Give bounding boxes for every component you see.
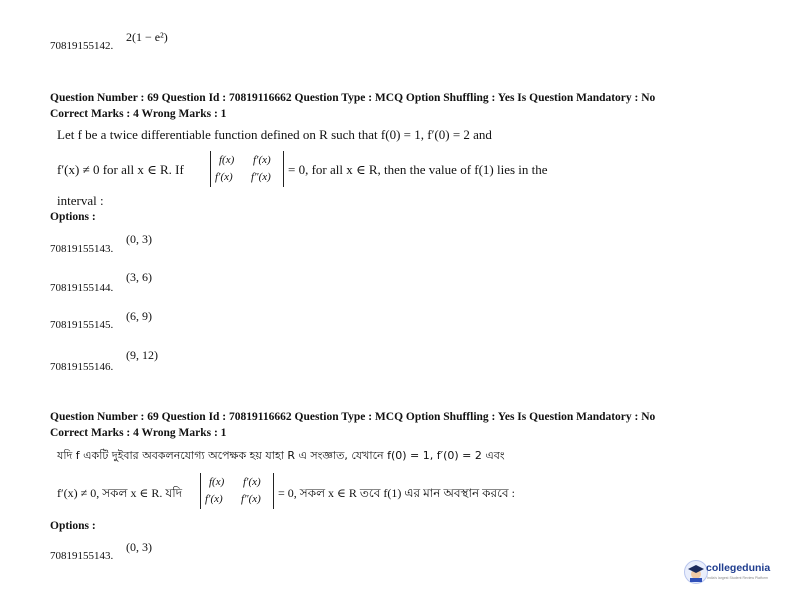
det-cell: f″(x) xyxy=(241,493,261,505)
determinant xyxy=(210,151,284,187)
det-cell: f″(x) xyxy=(251,171,271,183)
det-cell: f′(x) xyxy=(253,154,271,166)
option-id: 70819155144. xyxy=(50,282,114,294)
det-cell: f′(x) xyxy=(215,171,233,183)
det-cell: f(x) xyxy=(209,476,225,488)
options-label: Options : xyxy=(50,211,96,223)
question-header: Question Number : 69 Question Id : 70819116662 Question Type : MCQ Option Shuffling : Yes Is Question Mandatory : No xyxy=(50,411,656,423)
option-value: (0, 3) xyxy=(126,232,152,246)
option-value: (6, 9) xyxy=(126,309,152,323)
options-label: Options : xyxy=(50,520,96,532)
question-text-line2b: = 0, for all x ∈ R, then the value of f(1) lies in the xyxy=(288,162,548,177)
collegedunia-logo xyxy=(684,558,780,588)
question-text-line2a: f′(x) ≠ 0, সকল x ∈ R. যদি xyxy=(57,486,183,500)
option-id: 70819155143. xyxy=(50,243,114,255)
option-value: (0, 3) xyxy=(126,540,152,554)
option-id: 70819155145. xyxy=(50,319,114,331)
option-value: 2(1 − e²) xyxy=(126,30,168,44)
option-value: (3, 6) xyxy=(126,270,152,284)
graduate-cap-icon xyxy=(684,560,708,584)
option-value: (9, 12) xyxy=(126,348,158,362)
question-text-line1: Let f be a twice differentiable function defined on R such that f(0) = 1, f′(0) = 2 and xyxy=(57,127,492,142)
question-text-line2b: = 0, সকল x ∈ R তবে f(1) এর মান অবস্থান করবে : xyxy=(278,486,515,500)
option-id: 70819155142. xyxy=(50,40,114,52)
option-id: 70819155143. xyxy=(50,550,114,562)
option-id: 70819155146. xyxy=(50,361,114,373)
question-text-line3: interval : xyxy=(57,193,104,208)
det-cell: f′(x) xyxy=(205,493,223,505)
question-marks: Correct Marks : 4 Wrong Marks : 1 xyxy=(50,108,227,120)
question-header: Question Number : 69 Question Id : 70819116662 Question Type : MCQ Option Shuffling : Yes Is Question Mandatory : No xyxy=(50,92,656,104)
question-text-line1: যদি f একটি দুইবার অবকলনযোগ্য অপেক্ষক হয় যাহা R এ সংজ্ঞাত, যেখানে f(0) = 1, f′(0) = 2 এবং xyxy=(57,449,505,462)
question-text-line2a: f′(x) ≠ 0 for all x ∈ R. If xyxy=(57,162,184,177)
determinant xyxy=(200,473,274,509)
logo-tagline: India's largest Student Review Platform xyxy=(707,576,768,580)
det-cell: f(x) xyxy=(219,154,235,166)
det-cell: f′(x) xyxy=(243,476,261,488)
question-marks: Correct Marks : 4 Wrong Marks : 1 xyxy=(50,427,227,439)
logo-text: collegedunia xyxy=(706,562,771,574)
